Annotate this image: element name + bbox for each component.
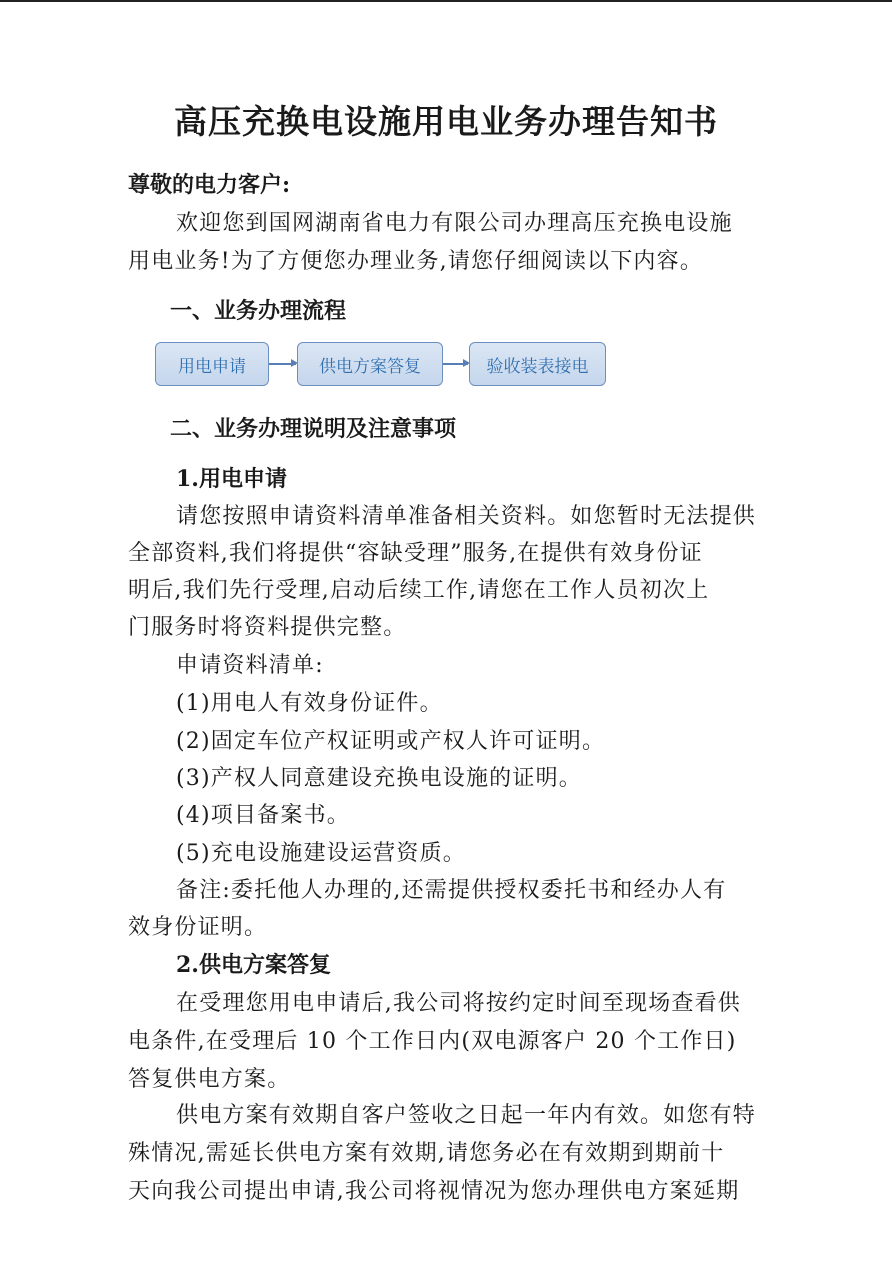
flow-step-acceptance: 验收装表接电	[469, 342, 606, 386]
page-title: 高压充换电设施用电业务办理告知书	[174, 102, 718, 141]
item1-heading: 1.用电申请	[176, 466, 287, 492]
intro-line: 用电业务!为了方便您办理业务,请您仔细阅读以下内容。	[128, 249, 704, 274]
item2-para-line: 天向我公司提出申请,我公司将视情况为您办理供电方案延期	[128, 1179, 740, 1204]
flow-step-apply: 用电申请	[155, 342, 269, 386]
section2-heading: 二、业务办理说明及注意事项	[170, 416, 457, 442]
note-line: 备注:委托他人办理的,还需提供授权委托书和经办人有	[176, 878, 727, 903]
note-line: 效身份证明。	[128, 915, 268, 940]
item2-para-line: 答复供电方案。	[128, 1067, 291, 1092]
flow-step-plan-reply: 供电方案答复	[297, 342, 443, 386]
greeting: 尊敬的电力客户:	[128, 172, 291, 198]
flow-arrow-icon	[443, 363, 468, 365]
list-item: (5)充电设施建设运营资质。	[176, 841, 466, 866]
item1-para-line: 明后,我们先行受理,启动后续工作,请您在工作人员初次上	[128, 578, 710, 603]
list-label: 申请资料清单:	[176, 653, 324, 678]
flow-arrow-icon	[269, 363, 296, 365]
item2-para-line: 在受理您用电申请后,我公司将按约定时间至现场查看供	[176, 991, 741, 1016]
intro-line: 欢迎您到国网湖南省电力有限公司办理高压充换电设施	[176, 211, 733, 236]
list-item: (1)用电人有效身份证件。	[176, 691, 443, 716]
item1-para-line: 全部资料,我们将提供“容缺受理”服务,在提供有效身份证	[128, 541, 703, 566]
item1-para-line: 请您按照申请资料清单准备相关资料。如您暂时无法提供	[176, 504, 757, 529]
list-item: (2)固定车位产权证明或产权人许可证明。	[176, 729, 606, 754]
item2-para-line: 供电方案有效期自客户签收之日起一年内有效。如您有特	[176, 1103, 757, 1128]
top-border	[0, 0, 892, 2]
item2-heading: 2.供电方案答复	[176, 952, 331, 978]
section1-heading: 一、业务办理流程	[170, 298, 347, 324]
item2-para-line: 殊情况,需延长供电方案有效期,请您务必在有效期到期前十	[128, 1141, 725, 1166]
list-item: (3)产权人同意建设充换电设施的证明。	[176, 766, 582, 791]
item1-para-line: 门服务时将资料提供完整。	[128, 615, 407, 640]
list-item: (4)项目备案书。	[176, 803, 350, 828]
item2-para-line: 电条件,在受理后 10 个工作日内(双电源客户 20 个工作日)	[128, 1029, 737, 1054]
